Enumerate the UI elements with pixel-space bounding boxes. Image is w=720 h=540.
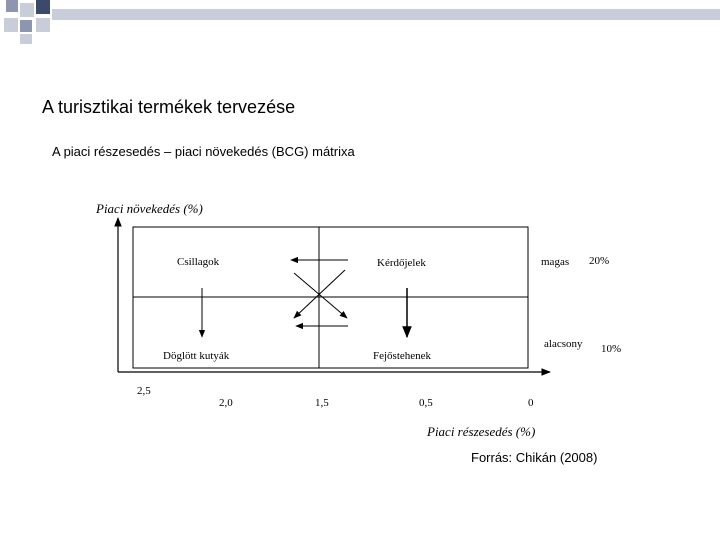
quadrant-label-cash-cows: Fejőstehenek — [373, 350, 432, 362]
source-note: Forrás: Chikán (2008) — [471, 450, 598, 465]
growth-high-label: magas — [541, 256, 570, 268]
growth-low-value: 10% — [601, 343, 622, 355]
quadrant-label-dogs: Döglött kutyák — [163, 350, 230, 362]
x-tick-label: 2,5 — [137, 385, 151, 397]
slide-subtitle: A piaci részesedés – piaci növekedés (BCG) mátrixa — [52, 144, 355, 159]
quadrant-label-stars: Csillagok — [177, 256, 220, 268]
quadrant-label-question-marks: Kérdőjelek — [377, 257, 426, 269]
x-tick-label: 2,0 — [219, 397, 233, 409]
x-tick-label: 0,5 — [419, 397, 433, 409]
x-axis-label: Piaci részesedés (%) — [427, 424, 536, 439]
x-tick-label: 0 — [528, 397, 534, 409]
growth-low-label: alacsony — [544, 338, 583, 350]
growth-high-value: 20% — [589, 255, 610, 267]
x-tick-label: 1,5 — [315, 397, 329, 409]
slide-title: A turisztikai termékek tervezése — [42, 97, 296, 117]
arrow-diagonal-down-right — [294, 273, 347, 318]
y-axis-label: Piaci növekedés (%) — [96, 201, 203, 216]
